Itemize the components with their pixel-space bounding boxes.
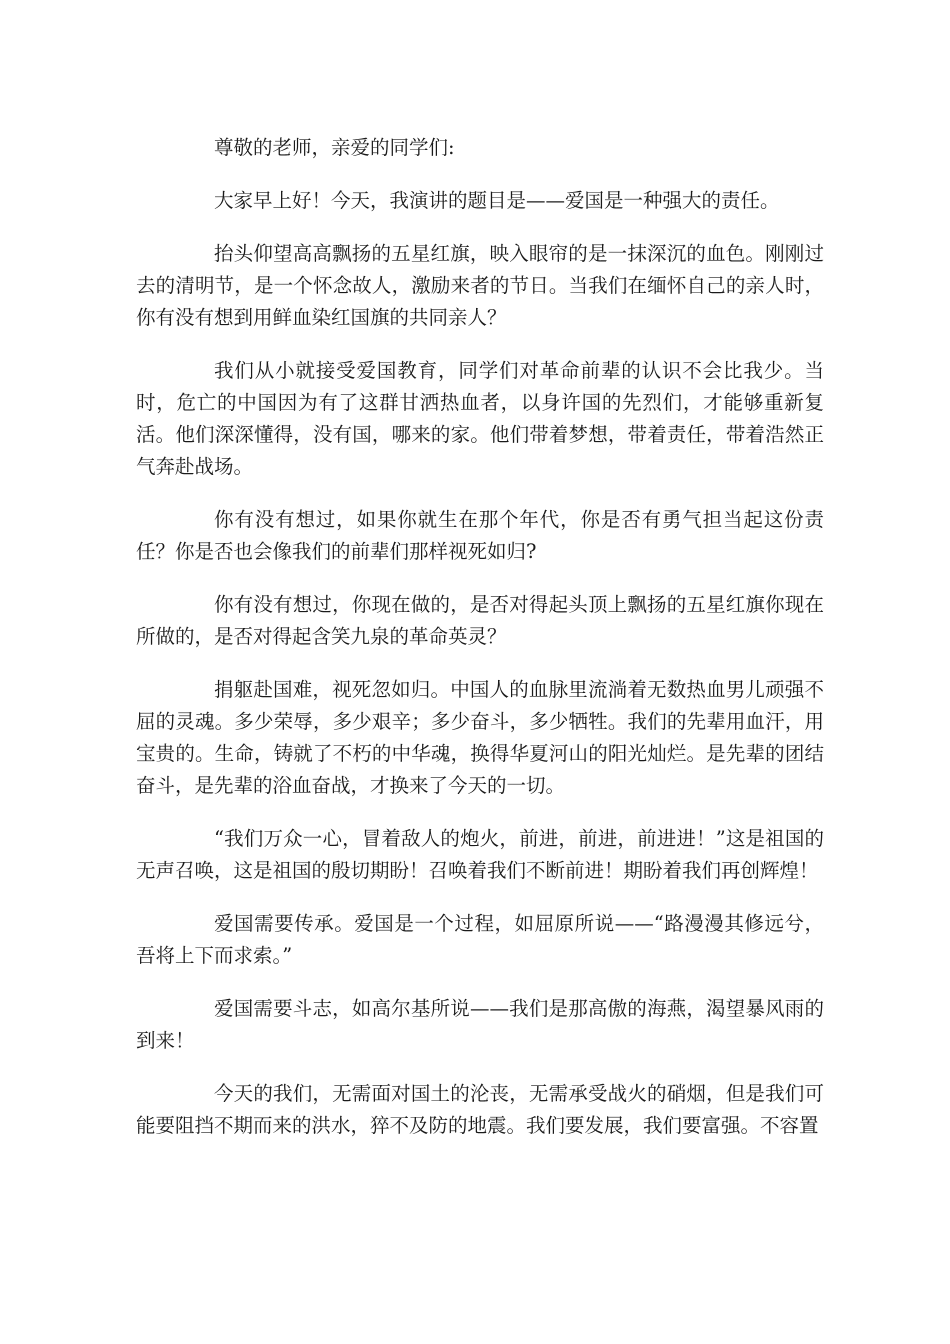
body-paragraph: 捐躯赴国难，视死忽如归。中国人的血脉里流淌着无数热血男儿顽强不屈的灵魂。多少荣辱，多少艰辛；多少奋斗，多少牺牲。我们的先辈用血汗，用宝贵的。生命，铸就了不朽的中华魂，换得华夏河山的阳光灿烂。是先辈的团结奋斗，是先辈的浴血奋战，才换来了今天的一切。 <box>136 678 824 797</box>
body-paragraph: 爱国需要传承。爱国是一个过程，如屈原所说——“路漫漫其修远兮，吾将上下而求索。” <box>136 912 824 967</box>
salutation: 尊敬的老师，亲爱的同学们: <box>214 136 455 159</box>
body-paragraph: “我们万众一心，冒着敌人的炮火，前进，前进，前进进！”这是祖国的无声召唤，这是祖国的殷切期盼！召唤着我们不断前进！期盼着我们再创辉煌！ <box>136 827 824 882</box>
body-paragraph: 我们从小就接受爱国教育，同学们对革命前辈的认识不会比我少。当时，危亡的中国因为有了这群甘洒热血者，以身许国的先烈们，才能够重新复活。他们深深懂得，没有国，哪来的家。他们带着梦想，带着责任，带着浩然正气奔赴战场。 <box>136 359 824 478</box>
body-paragraph: 你有没有想过，你现在做的，是否对得起头顶上飘扬的五星红旗你现在所做的，是否对得起含笑九泉的革命英灵？ <box>136 593 824 648</box>
body-paragraph: 抬头仰望高高飘扬的五星红旗，映入眼帘的是一抹深沉的血色。刚刚过去的清明节，是一个怀念故人，激励来者的节日。当我们在缅怀自己的亲人时，你有没有想到用鲜血染红国旗的共同亲人？ <box>136 242 824 329</box>
body-paragraph: 你有没有想过，如果你就生在那个年代，你是否有勇气担当起这份责任？你是否也会像我们的前辈们那样视死如归? <box>136 508 824 563</box>
greeting-paragraph: 大家早上好！今天，我演讲的题目是——爱国是一种强大的责任。 <box>214 189 780 212</box>
speech-body <box>136 132 824 1163</box>
body-paragraph: 今天的我们，无需面对国土的沦丧，无需承受战火的硝烟，但是我们可能要阻挡不期而来的洪水，猝不及防的地震。我们要发展，我们要富强。不容置 <box>136 1082 824 1137</box>
body-paragraph: 爱国需要斗志，如高尔基所说——我们是那高傲的海燕，渴望暴风雨的到来！ <box>136 997 824 1052</box>
